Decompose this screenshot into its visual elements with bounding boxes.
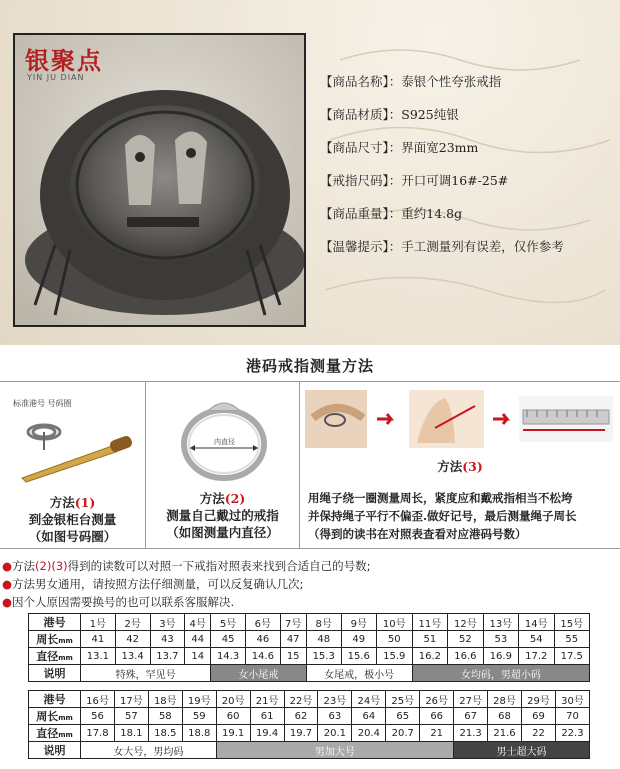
table-cell: 20.1 [318, 725, 352, 742]
ring-inner-diameter-image [174, 396, 274, 486]
note-item [2, 557, 371, 575]
method-3-name: 方法 [437, 459, 463, 474]
table-cell: 13.1 [81, 648, 116, 665]
table-cell: 61 [250, 708, 284, 725]
row-header: 周长mm [29, 631, 81, 648]
size-note-cell: 男加大号 [216, 742, 453, 759]
measurement-methods [0, 381, 620, 549]
spec-key: 【商品名称】： [320, 74, 402, 89]
table-cell: 6号 [245, 614, 280, 631]
spec-row [320, 105, 564, 138]
method-1-panel [0, 382, 146, 548]
table-cell: 20.4 [352, 725, 386, 742]
table-cell: 20号 [216, 691, 250, 708]
table-cell: 41 [81, 631, 116, 648]
table-cell: 65 [386, 708, 420, 725]
table-cell: 15.9 [376, 648, 412, 665]
table-cell: 22 [521, 725, 555, 742]
size-note-cell: 女小尾戒 [211, 665, 306, 682]
table-cell: 69 [521, 708, 555, 725]
size-note-cell: 女均码，男超小码 [412, 665, 589, 682]
table-cell: 21号 [250, 691, 284, 708]
table-cell: 19.7 [284, 725, 318, 742]
method-3-line2: 并保持绳子平行不偏歪.做好记号，最后测量绳子周长 [308, 509, 577, 523]
table-cell: 14.6 [245, 648, 280, 665]
row-header: 直径mm [29, 648, 81, 665]
table-cell: 49 [341, 631, 376, 648]
table-cell: 9号 [341, 614, 376, 631]
table-cell: 17.5 [554, 648, 590, 665]
spec-row [320, 138, 564, 171]
spec-key: 【商品重量】： [320, 206, 402, 221]
note-row [29, 742, 590, 759]
note-text: 方法 [12, 559, 36, 573]
brand-logo-subtitle: YIN JU DIAN [27, 73, 85, 82]
table-cell: 17.2 [519, 648, 554, 665]
table-cell: 26号 [420, 691, 454, 708]
method-2-number: (2) [224, 491, 246, 506]
table-cell: 52 [448, 631, 483, 648]
note-text: 因个人原因需要换号的也可以联系客服解决. [12, 595, 235, 609]
spec-key: 【商品尺寸】： [320, 140, 402, 155]
ring-sizer-tool-image [12, 410, 137, 485]
table-cell: 23号 [318, 691, 352, 708]
method-3-line1: 用绳子绕一圈测量周长，紧度应和戴戒指相当不松垮 [308, 491, 573, 505]
table-cell: 19.4 [250, 725, 284, 742]
table-cell: 15.3 [306, 648, 341, 665]
table-cell: 17号 [114, 691, 148, 708]
method-3-title [300, 458, 620, 475]
note-item [2, 593, 371, 611]
table-cell: 50 [376, 631, 412, 648]
table-cell: 18.1 [114, 725, 148, 742]
table-cell: 63 [318, 708, 352, 725]
table-cell: 53 [483, 631, 518, 648]
table-cell: 21.6 [488, 725, 522, 742]
table-cell: 10号 [376, 614, 412, 631]
table-cell: 59 [182, 708, 216, 725]
table-cell: 13号 [483, 614, 518, 631]
diameter-row [29, 725, 590, 742]
table-cell: 20.7 [386, 725, 420, 742]
spec-row [320, 72, 564, 105]
table-cell: 4号 [185, 614, 211, 631]
spec-key: 【商品材质】： [320, 107, 402, 122]
row-header: 港号 [29, 614, 81, 631]
table-cell: 57 [114, 708, 148, 725]
note-highlight: (2)(3) [35, 559, 68, 573]
table-cell: 16.9 [483, 648, 518, 665]
table-cell: 58 [148, 708, 182, 725]
method-1-name: 方法 [49, 495, 75, 510]
table-cell: 18.5 [148, 725, 182, 742]
spec-key: 【温馨提示】： [320, 239, 402, 254]
table-cell: 43 [150, 631, 185, 648]
row-header: 说明 [29, 665, 81, 682]
method-2-line2: （如图测量内直径） [166, 525, 279, 540]
method-1-number: (1) [74, 495, 96, 510]
diameter-row [29, 648, 590, 665]
table-cell: 28号 [488, 691, 522, 708]
string-measuring-steps-image [305, 388, 615, 450]
spec-key: 【戒指尺码】： [320, 173, 402, 188]
table-cell: 44 [185, 631, 211, 648]
table-cell: 15 [280, 648, 306, 665]
table-cell: 30号 [555, 691, 589, 708]
table-cell: 47 [280, 631, 306, 648]
table-cell: 14 [185, 648, 211, 665]
spec-value: 泰银个性夸张戒指 [401, 74, 502, 89]
method-2-panel [146, 382, 300, 548]
inner-diameter-caption: 内直径 [214, 438, 235, 446]
table-cell: 27号 [454, 691, 488, 708]
product-photo [13, 33, 306, 327]
method-1-line1: 到金银柜台测量 [28, 512, 117, 527]
size-row [29, 614, 590, 631]
table-cell: 66 [420, 708, 454, 725]
method-1-title [0, 494, 145, 511]
table-cell: 13.4 [115, 648, 150, 665]
note-row [29, 665, 590, 682]
table-cell: 16.6 [448, 648, 483, 665]
spec-row [320, 204, 564, 237]
table-cell: 17.8 [81, 725, 115, 742]
table-cell: 12号 [448, 614, 483, 631]
table-cell: 14.3 [211, 648, 246, 665]
table-cell: 2号 [115, 614, 150, 631]
table-cell: 56 [81, 708, 115, 725]
method-2-title [146, 490, 299, 507]
table-cell: 15.6 [341, 648, 376, 665]
table-cell: 45 [211, 631, 246, 648]
row-header: 港号 [29, 691, 81, 708]
size-chart-table-1 [28, 613, 590, 682]
table-cell: 70 [555, 708, 589, 725]
table-cell: 3号 [150, 614, 185, 631]
bullet: ● [2, 595, 13, 609]
notes-list [2, 557, 371, 611]
size-note-cell: 女尾戒，极小号 [306, 665, 412, 682]
table-cell: 16.2 [412, 648, 447, 665]
size-note-cell: 女大号，男均码 [81, 742, 217, 759]
bullet: ● [2, 559, 13, 573]
spec-row [320, 237, 564, 270]
table-cell: 60 [216, 708, 250, 725]
table-cell: 51 [412, 631, 447, 648]
table-cell: 22.3 [555, 725, 589, 742]
size-note-cell: 男士超大码 [454, 742, 590, 759]
size-note-cell: 特殊，罕见号 [81, 665, 211, 682]
spec-value: 手工测量列有误差，仅作参考 [401, 239, 564, 254]
circumference-row [29, 631, 590, 648]
table-cell: 11号 [412, 614, 447, 631]
table-cell: 25号 [386, 691, 420, 708]
table-cell: 14号 [519, 614, 554, 631]
table-cell: 1号 [81, 614, 116, 631]
method-3-description [308, 489, 618, 543]
method-3-number: (3) [462, 459, 483, 474]
table-cell: 67 [454, 708, 488, 725]
table-cell: 21.3 [454, 725, 488, 742]
size-row [29, 691, 590, 708]
method-2-line1: 测量自己戴过的戒指 [166, 508, 279, 523]
table-cell: 21 [420, 725, 454, 742]
spec-value: 重约14.8g [401, 206, 463, 221]
method-1-image-label: 标准港号 号码圈 [13, 399, 72, 408]
brand-logo: 银聚点 [25, 46, 103, 75]
method-3-line3: （得到的读书在对照表查看对应港码号数） [308, 527, 527, 541]
spec-value: S925纯银 [401, 107, 459, 122]
table-cell: 48 [306, 631, 341, 648]
note-item [2, 575, 371, 593]
spec-value: 界面宽23mm [401, 140, 479, 155]
table-cell: 64 [352, 708, 386, 725]
note-text: 方法男女通用，请按照方法仔细测量，可以反复确认几次; [12, 577, 304, 591]
table-cell: 46 [245, 631, 280, 648]
bullet: ● [2, 577, 13, 591]
table-cell: 19号 [182, 691, 216, 708]
row-header: 周长mm [29, 708, 81, 725]
method-3-panel [300, 382, 620, 548]
table-cell: 62 [284, 708, 318, 725]
table-cell: 8号 [306, 614, 341, 631]
method-2-name: 方法 [199, 491, 225, 506]
table-cell: 18号 [148, 691, 182, 708]
row-header: 说明 [29, 742, 81, 759]
spec-value: 开口可调16#-25# [401, 173, 509, 188]
table-cell: 68 [488, 708, 522, 725]
method-1-line2: （如图号码圈） [28, 529, 117, 544]
row-header: 直径mm [29, 725, 81, 742]
spec-list [320, 72, 564, 270]
table-cell: 54 [519, 631, 554, 648]
table-cell: 13.7 [150, 648, 185, 665]
section-title: 港码戒指测量方法 [245, 357, 374, 375]
table-cell: 29号 [521, 691, 555, 708]
table-cell: 24号 [352, 691, 386, 708]
circumference-row [29, 708, 590, 725]
table-cell: 55 [554, 631, 590, 648]
table-cell: 5号 [211, 614, 246, 631]
table-cell: 16号 [81, 691, 115, 708]
note-text: 得到的读数可以对照一下戒指对照表来找到合适自己的号数; [67, 559, 371, 573]
table-cell: 19.1 [216, 725, 250, 742]
spec-row [320, 171, 564, 204]
table-cell: 7号 [280, 614, 306, 631]
product-hero [0, 0, 620, 345]
size-chart-table-2 [28, 690, 590, 759]
table-cell: 15号 [554, 614, 590, 631]
table-cell: 18.8 [182, 725, 216, 742]
table-cell: 22号 [284, 691, 318, 708]
table-cell: 42 [115, 631, 150, 648]
